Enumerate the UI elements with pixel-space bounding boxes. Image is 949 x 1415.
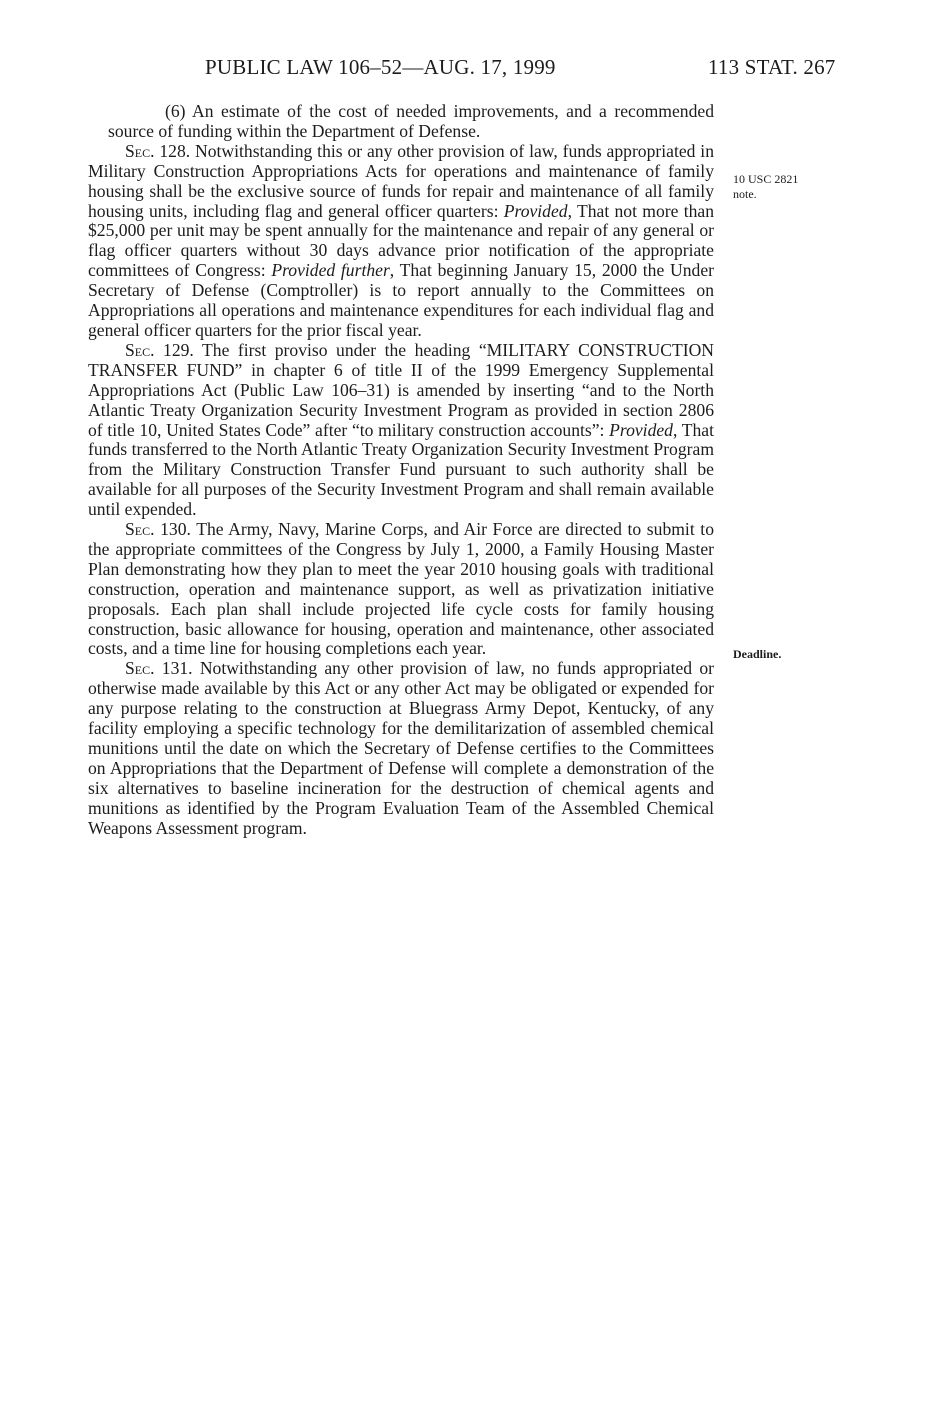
section-label: Sec. (125, 140, 155, 161)
usc-note-line: note. (733, 187, 757, 201)
proviso-italic: Provided (609, 419, 673, 440)
section-text: , That funds transferred to the North Atlantic Treaty Organization Security Investment Program from the Military Construction Transfer Fund pursuant to such authority shall be available for all purposes of the Security Investment Program and shall remain available until expended. (88, 419, 714, 520)
section-129 (88, 341, 714, 520)
body-text (88, 102, 714, 839)
section-label: Sec. (125, 519, 155, 540)
section-128 (88, 142, 714, 341)
section-text: 128. Notwithstanding this or any other provision of law, funds appropriated in Military Construction Appropriations Acts for operations and maintenance of family housing shall be the exclusive source of funds for repair and maintenance of all family housing units, including flag and general officer quarters: (88, 140, 714, 221)
section-130 (88, 520, 714, 659)
section-text: 129. The first proviso under the heading “MILITARY CONSTRUCTION TRANSFER FUND” in chapter 6 of title II of the 1999 Emergency Supplemental Appropriations Act (Public Law 106–31) is amended by inserting “and to the North Atlantic Treaty Organization Security Investment Program as provided in section 2806 of title 10, United States Code” after “to military construction accounts”: (88, 339, 714, 440)
section-text: 131. Notwithstanding any other provision of law, no funds appropriated or otherwise made available by this Act or any other Act may be obligated or expended for any purpose relating to the construction at Bluegrass Army Depot, Kentucky, of any facility employing a specific technology for the demilitarization of assembled chemical munitions until the date on which the Secretary of Defense certifies to the Committees on Appropriations that the Department of Defense will complete a demonstration of the six alternatives to baseline incineration for the destruction of chemical agents and munitions as identified by the Program Evaluation Team of the Assembled Chemical Weapons Assessment program. (88, 658, 714, 838)
section-label: Sec. (125, 658, 155, 679)
paragraph-item-6 (88, 102, 714, 142)
paragraph-text: (6) An estimate of the cost of needed improvements, and a recommended source of funding within the Department of Defense. (108, 101, 714, 141)
margin-note-usc-citation (733, 172, 798, 202)
running-header (0, 55, 949, 85)
proviso-further-italic: Provided further (271, 260, 390, 281)
section-label: Sec. (125, 339, 155, 360)
public-law-citation: PUBLIC LAW 106–52—AUG. 17, 1999 (205, 55, 556, 79)
section-text: , That not more than $25,000 per unit may be spent annually for the maintenance and repair of any general or flag officer quarters without 30 days advance prior notification of the appropriate committees of Congress: (88, 200, 714, 281)
proviso-italic: Provided (503, 200, 568, 221)
statute-page-number: 113 STAT. 267 (708, 55, 836, 79)
usc-citation-line: 10 USC 2821 (733, 172, 799, 186)
margin-note-deadline: Deadline. (733, 647, 782, 661)
section-text: 130. The Army, Navy, Marine Corps, and Air Force are directed to submit to the appropriate committees of the Congress by July 1, 2000, a Family Housing Master Plan demonstrating how they plan to meet the year 2010 housing goals with traditional construction, operation and maintenance support, as well as privatization initiative proposals. Each plan shall include projected life cycle costs for family housing construction, basic allowance for housing, operation and maintenance, other associated costs, and a time line for housing completions each year. (88, 519, 714, 659)
section-text: , That beginning January 15, 2000 the Under Secretary of Defense (Comptroller) is to report annually to the Committees on Appropriations all operations and maintenance expenditures for each individual flag and general officer quarters for the prior fiscal year. (88, 260, 714, 340)
section-131 (88, 659, 714, 838)
